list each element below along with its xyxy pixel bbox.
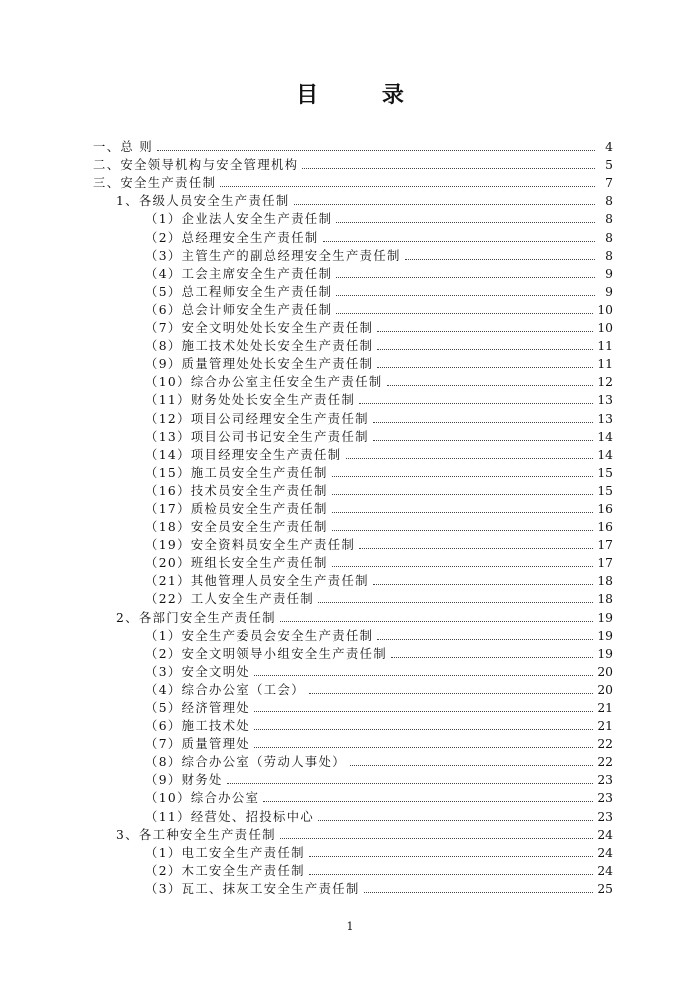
toc-entry-label: （9）财务处 (145, 773, 223, 788)
toc-entry-page-number: 9 (605, 266, 613, 281)
toc-entry-page-number: 8 (605, 212, 613, 227)
dot-leader (405, 259, 595, 260)
toc-entry-page-number: 10 (597, 302, 613, 317)
toc-entry-label: （20）班组长安全生产责任制 (145, 556, 328, 571)
toc-entry-page-number: 11 (597, 357, 613, 372)
toc-entry-page-number: 24 (597, 827, 613, 842)
toc-entry[interactable] (93, 734, 613, 752)
toc-entry[interactable] (93, 698, 613, 716)
dot-leader (332, 512, 594, 513)
dot-leader (377, 331, 593, 332)
toc-entry-page-number: 19 (597, 646, 613, 661)
toc-entry-page-number: 11 (597, 339, 613, 354)
dot-leader (332, 530, 594, 531)
dot-leader (350, 765, 593, 766)
toc-entry-label: （18）安全员安全生产责任制 (145, 520, 328, 535)
toc-entry-label: （1）企业法人安全生产责任制 (145, 212, 333, 227)
toc-entry[interactable] (93, 752, 613, 770)
toc-entry-label: （1）安全生产委员会安全生产责任制 (145, 628, 374, 643)
toc-entry-label: 二、安全领导机构与安全管理机构 (93, 158, 299, 173)
toc-entry[interactable] (93, 246, 613, 264)
toc-entry-label: （10）综合办公室 (145, 791, 260, 806)
table-of-contents (93, 137, 613, 897)
toc-entry-page-number: 24 (597, 845, 613, 860)
toc-entry[interactable] (93, 499, 613, 517)
toc-entry[interactable] (93, 300, 613, 318)
toc-entry-label: （10）综合办公室主任安全生产责任制 (145, 375, 383, 390)
dot-leader (309, 693, 593, 694)
dot-leader (309, 874, 593, 875)
toc-entry-label: （7）质量管理处 (145, 737, 251, 752)
toc-entry-label: （4）工会主席安全生产责任制 (145, 266, 333, 281)
toc-entry-page-number: 5 (605, 158, 613, 173)
toc-entry-label: 1、各级人员安全生产责任制 (116, 194, 290, 209)
toc-entry-page-number: 15 (597, 465, 613, 480)
dot-leader (336, 295, 595, 296)
toc-entry[interactable] (93, 191, 613, 209)
toc-entry-label: （17）质检员安全生产责任制 (145, 501, 328, 516)
toc-entry[interactable] (93, 282, 613, 300)
toc-entry-page-number: 20 (597, 664, 613, 679)
toc-entry-label: （8）综合办公室（劳动人事处） (145, 755, 346, 770)
toc-entry-page-number: 23 (597, 809, 613, 824)
toc-entry-label: （21）其他管理人员安全生产责任制 (145, 574, 369, 589)
dot-leader (254, 711, 593, 712)
toc-entry-page-number: 13 (597, 411, 613, 426)
toc-entry[interactable] (93, 137, 613, 155)
toc-entry-page-number: 21 (597, 719, 613, 734)
dot-leader (254, 729, 593, 730)
dot-leader (263, 801, 593, 802)
dot-leader (359, 548, 593, 549)
toc-entry-label: （11）财务处处长安全生产责任制 (145, 393, 356, 408)
dot-leader (373, 584, 593, 585)
toc-entry-page-number: 22 (597, 755, 613, 770)
toc-entry-label: （14）项目经理安全生产责任制 (145, 447, 342, 462)
toc-entry-page-number: 7 (605, 176, 613, 191)
toc-entry-label: （6）施工技术处 (145, 719, 251, 734)
toc-entry[interactable] (93, 336, 613, 354)
toc-entry-page-number: 17 (597, 538, 613, 553)
document-title: 目 录 (296, 83, 432, 108)
toc-entry[interactable] (93, 481, 613, 499)
dot-leader (302, 168, 595, 169)
toc-entry-page-number: 18 (597, 592, 613, 607)
toc-entry[interactable] (93, 879, 613, 897)
toc-entry[interactable] (93, 445, 613, 463)
toc-entry-page-number: 14 (597, 429, 613, 444)
dot-leader (364, 892, 594, 893)
toc-entry[interactable] (93, 227, 613, 245)
dot-leader (373, 440, 593, 441)
toc-entry[interactable] (93, 644, 613, 662)
dot-leader (332, 494, 594, 495)
dot-leader (359, 403, 593, 404)
toc-entry[interactable] (93, 209, 613, 227)
dot-leader (323, 241, 595, 242)
toc-entry-page-number: 18 (597, 574, 613, 589)
toc-entry-label: （2）木工安全生产责任制 (145, 863, 305, 878)
dot-leader (280, 838, 593, 839)
toc-entry[interactable] (93, 173, 613, 191)
toc-entry-page-number: 19 (597, 610, 613, 625)
toc-entry[interactable] (93, 662, 613, 680)
toc-entry-page-number: 16 (597, 501, 613, 516)
toc-entry-page-number: 22 (597, 737, 613, 752)
toc-entry[interactable] (93, 770, 613, 788)
toc-entry[interactable] (93, 589, 613, 607)
toc-entry-page-number: 20 (597, 682, 613, 697)
dot-leader (318, 602, 593, 603)
footer-page-number: 1 (346, 920, 354, 933)
toc-entry-page-number: 21 (597, 701, 613, 715)
toc-entry[interactable] (93, 372, 613, 390)
dot-leader (220, 186, 595, 187)
toc-entry-page-number: 9 (605, 284, 613, 299)
dot-leader (391, 657, 593, 658)
dot-leader (373, 422, 593, 423)
dot-leader (332, 476, 594, 477)
toc-entry-label: （3）安全文明处 (145, 664, 251, 679)
toc-entry[interactable] (93, 861, 613, 879)
toc-entry-page-number: 17 (597, 556, 613, 571)
dot-leader (377, 349, 593, 350)
toc-entry[interactable] (93, 318, 613, 336)
toc-entry[interactable] (93, 788, 613, 806)
toc-entry[interactable] (93, 408, 613, 426)
toc-entry-label: （8）施工技术处处长安全生产责任制 (145, 339, 374, 354)
dot-leader (227, 783, 594, 784)
toc-entry-page-number: 13 (597, 393, 613, 408)
toc-entry[interactable] (93, 517, 613, 535)
toc-entry-label: 三、安全生产责任制 (93, 176, 217, 191)
toc-entry-label: 一、总 则 (93, 140, 154, 155)
toc-entry-page-number: 16 (597, 520, 613, 535)
toc-entry[interactable] (93, 571, 613, 589)
toc-entry-page-number: 25 (597, 881, 613, 896)
toc-entry[interactable] (93, 825, 613, 843)
toc-entry-label: 3、各工种安全生产责任制 (116, 827, 276, 842)
dot-leader (294, 204, 595, 205)
dot-leader (254, 675, 593, 676)
dot-leader (377, 639, 593, 640)
toc-entry-page-number: 8 (605, 194, 613, 209)
toc-entry-page-number: 8 (605, 230, 613, 245)
toc-entry-label: （2）总经理安全生产责任制 (145, 230, 319, 245)
toc-entry-label: （5）总工程师安全生产责任制 (145, 284, 333, 299)
toc-entry-label: （11）经营处、招投标中心 (145, 809, 315, 824)
toc-entry[interactable] (93, 390, 613, 408)
toc-entry-label: （3）主管生产的副总经理安全生产责任制 (145, 248, 401, 263)
toc-entry-page-number: 19 (597, 628, 613, 643)
toc-entry-page-number: 23 (597, 773, 613, 788)
toc-entry-label: （7）安全文明处处长安全生产责任制 (145, 321, 374, 336)
toc-entry-label: （13）项目公司书记安全生产责任制 (145, 429, 369, 444)
toc-entry[interactable] (93, 843, 613, 861)
toc-entry[interactable] (93, 806, 613, 824)
toc-entry-label: （6）总会计师安全生产责任制 (145, 302, 333, 317)
toc-entry-page-number: 15 (597, 483, 613, 498)
dot-leader (336, 222, 595, 223)
toc-entry-label: （4）综合办公室（工会） (145, 682, 305, 697)
toc-entry-page-number: 24 (597, 863, 613, 878)
toc-entry[interactable] (93, 155, 613, 173)
toc-entry-page-number: 23 (597, 791, 613, 806)
toc-entry[interactable] (93, 463, 613, 481)
toc-entry-page-number: 8 (605, 248, 613, 263)
toc-entry-label: （5）经济管理处 (145, 701, 251, 715)
toc-entry[interactable] (93, 680, 613, 698)
toc-entry-label: 2、各部门安全生产责任制 (116, 610, 276, 625)
toc-entry-label: （2）安全文明领导小组安全生产责任制 (145, 646, 388, 661)
toc-entry[interactable] (93, 553, 613, 571)
toc-entry-label: （22）工人安全生产责任制 (145, 592, 315, 607)
toc-entry-label: （15）施工员安全生产责任制 (145, 465, 328, 480)
toc-entry[interactable] (93, 607, 613, 625)
toc-entry[interactable] (93, 626, 613, 644)
dot-leader (254, 747, 593, 748)
dot-leader (318, 820, 593, 821)
toc-entry[interactable] (93, 716, 613, 734)
dot-leader (157, 150, 595, 151)
dot-leader (332, 566, 594, 567)
toc-entry[interactable] (93, 427, 613, 445)
dot-leader (309, 856, 593, 857)
dot-leader (336, 313, 593, 314)
toc-entry-page-number: 4 (605, 140, 613, 155)
toc-entry-label: （12）项目公司经理安全生产责任制 (145, 411, 369, 426)
toc-entry[interactable] (93, 354, 613, 372)
toc-entry-label: （16）技术员安全生产责任制 (145, 483, 328, 498)
dot-leader (346, 458, 594, 459)
toc-entry[interactable] (93, 264, 613, 282)
dot-leader (387, 385, 594, 386)
dot-leader (280, 621, 593, 622)
toc-entry-label: （1）电工安全生产责任制 (145, 845, 305, 860)
toc-entry-label: （19）安全资料员安全生产责任制 (145, 538, 356, 553)
dot-leader (336, 277, 595, 278)
toc-entry-page-number: 12 (597, 375, 613, 390)
toc-entry-label: （3）瓦工、抹灰工安全生产责任制 (145, 881, 360, 896)
dot-leader (377, 367, 593, 368)
toc-entry-page-number: 10 (597, 321, 613, 336)
toc-entry-label: （9）质量管理处处长安全生产责任制 (145, 357, 374, 372)
toc-entry-page-number: 14 (597, 447, 613, 462)
toc-entry[interactable] (93, 535, 613, 553)
